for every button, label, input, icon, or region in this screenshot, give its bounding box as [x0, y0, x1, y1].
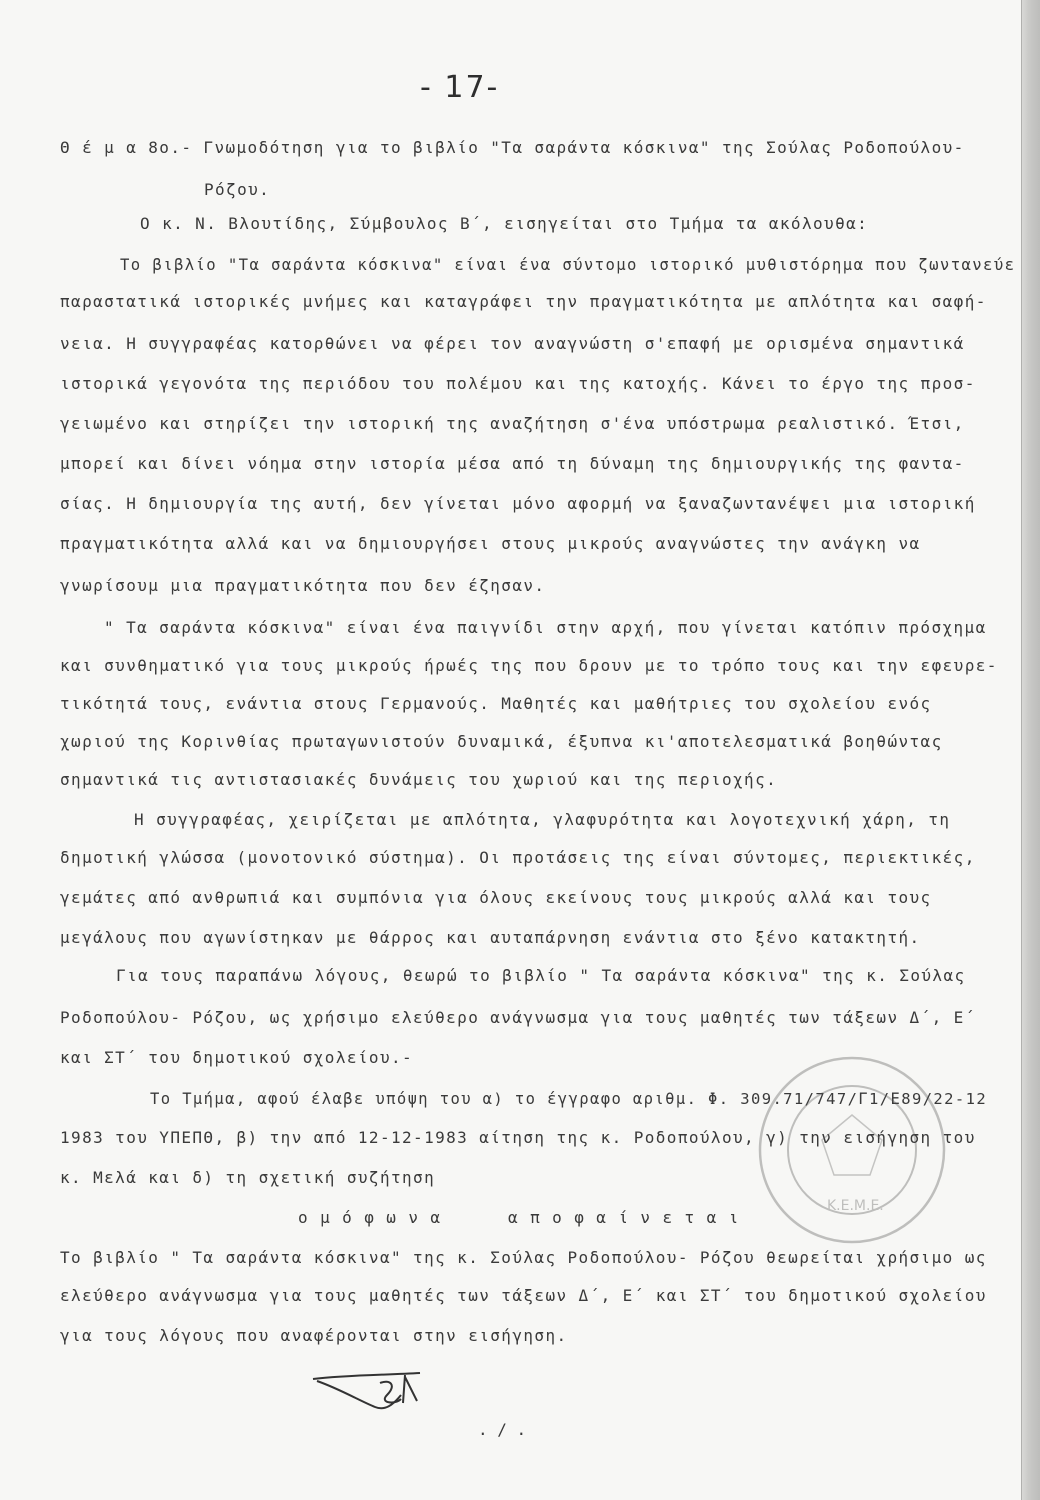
page-number: - 17-: [420, 70, 500, 105]
conclusion-line: για τους λόγους που αναφέρονται στην εισήγηση.: [60, 1326, 568, 1345]
body-line: σημαντικά τις αντιστασιακές δυνάμεις του χωριού και της περιοχής.: [60, 770, 778, 789]
body-line: γειωμένο και στηρίζει την ιστορική της αναζήτηση σ'ένα υπόστρωμα ρεαλιστικό. Έτσι,: [60, 414, 965, 433]
body-line: Το Τμήμα, αφού έλαβε υπόψη του α) το έγγραφο αριθμ. Φ. 309.71/747/Γ1/Ε89/22-12: [150, 1090, 988, 1108]
body-line: Ροδοπούλου- Ρόζου, ως χρήσιμο ελεύθερο ανάγνωσμα για τους μαθητές των τάξεων Δ΄, Ε΄: [60, 1008, 976, 1027]
official-stamp: [752, 1050, 952, 1250]
body-line: " Τα σαράντα κόσκινα" είναι ένα παιγνίδι στην αρχή, που γίνεται κατόπιν πρόσχημα: [104, 618, 987, 637]
decision-left: ο μ ό φ ω ν α: [298, 1208, 442, 1227]
body-line: δημοτική γλώσσα (μονοτονικό σύστημα). Οι προτάσεις της είναι σύντομες, περιεκτικές,: [60, 848, 976, 867]
body-line: κ. Μελά και δ) τη σχετική συζήτηση: [60, 1168, 436, 1187]
signature: [305, 1365, 465, 1415]
body-line: πραγματικότητα αλλά και να δημιουργήσει στους μικρούς αναγνώστες την ανάγκη να: [60, 534, 921, 553]
body-line: τικότητά τους, ενάντια στους Γερμανούς. Μαθητές και μαθήτριες του σχολείου ενός: [60, 694, 932, 713]
binding-edge: [1021, 0, 1040, 1500]
body-line: Για τους παραπάνω λόγους, θεωρώ το βιβλίο " Τα σαράντα κόσκινα" της κ. Σούλας: [116, 966, 966, 985]
stamp-text: Κ.Ε.Μ.Ε.: [827, 1198, 884, 1214]
body-line: μεγάλους που αγωνίστηκαν με θάρρος και αυταπάρνηση ενάντια στο ξένο κατακτητή.: [60, 928, 921, 947]
body-line: μπορεί και δίνει νόημα στην ιστορία μέσα από τη δύναμη της δημιουργικής της φαντα-: [60, 454, 965, 473]
continuation-mark: . / .: [478, 1420, 527, 1439]
body-line: ιστορικά γεγονότα της περιόδου του πολέμου και της κατοχής. Κάνει το έργο της προσ-: [60, 374, 976, 393]
body-line: χωριού της Κορινθίας πρωταγωνιστούν δυναμικά, έξυπνα κι'αποτελεσματικά βοηθώντας: [60, 732, 943, 751]
body-line: Το βιβλίο "Τα σαράντα κόσκινα" είναι ένα σύντομο ιστορικό μυθιστόρημα που ζωντανεύε: [120, 256, 1016, 274]
body-line: και συνθηματικό για τους μικρούς ήρωές της που δρουν με το τρόπο τους και την εφευρε-: [60, 656, 998, 675]
heading-line-2: Ρόζου.: [204, 180, 271, 199]
conclusion-line: Το βιβλίο " Τα σαράντα κόσκινα" της κ. Σούλας Ροδοπούλου- Ρόζου θεωρείται χρήσιμο ως: [60, 1248, 987, 1267]
body-line: γεμάτες από ανθρωπιά και συμπόνια για όλους εκείνους τους μικρούς αλλά και τους: [60, 888, 932, 907]
body-line: και ΣΤ΄ του δημοτικού σχολείου.-: [60, 1048, 414, 1067]
intro-line: Ο κ. Ν. Βλουτίδης, Σύμβουλος Β΄, εισηγείται στο Τμήμα τα ακόλουθα:: [140, 214, 869, 233]
body-line: νεια. Η συγγραφέας κατορθώνει να φέρει τον αναγνώστη σ'επαφή με ορισμένα σημαντικά: [60, 334, 965, 353]
body-line: παραστατικά ιστορικές μνήμες και καταγράφει την πραγματικότητα με απλότητα και σαφή-: [60, 292, 987, 311]
body-line: Η συγγραφέας, χειρίζεται με απλότητα, γλαφυρότητα και λογοτεχνική χάρη, τη: [134, 810, 951, 829]
body-line: γνωρίσουμ μια πραγματικότητα που δεν έζησαν.: [60, 576, 546, 595]
decision-right: α π ο φ α ί ν ε τ α ι: [508, 1208, 740, 1227]
heading-line-1: Θ έ μ α 8ο.- Γνωμοδότηση για το βιβλίο "Τα σαράντα κόσκινα" της Σούλας Ροδοπούλου-: [60, 138, 965, 157]
body-line: σίας. Η δημιουργία της αυτή, δεν γίνεται μόνο αφορμή να ξαναζωντανέψει μια ιστορική: [60, 494, 976, 513]
body-line: 1983 του ΥΠΕΠΘ, β) την από 12-12-1983 αίτηση της κ. Ροδοπούλου, γ) την εισήγηση του: [60, 1128, 976, 1147]
conclusion-line: ελεύθερο ανάγνωσμα για τους μαθητές των τάξεων Δ΄, Ε΄ και ΣΤ΄ του δημοτικού σχολείου: [60, 1286, 987, 1305]
